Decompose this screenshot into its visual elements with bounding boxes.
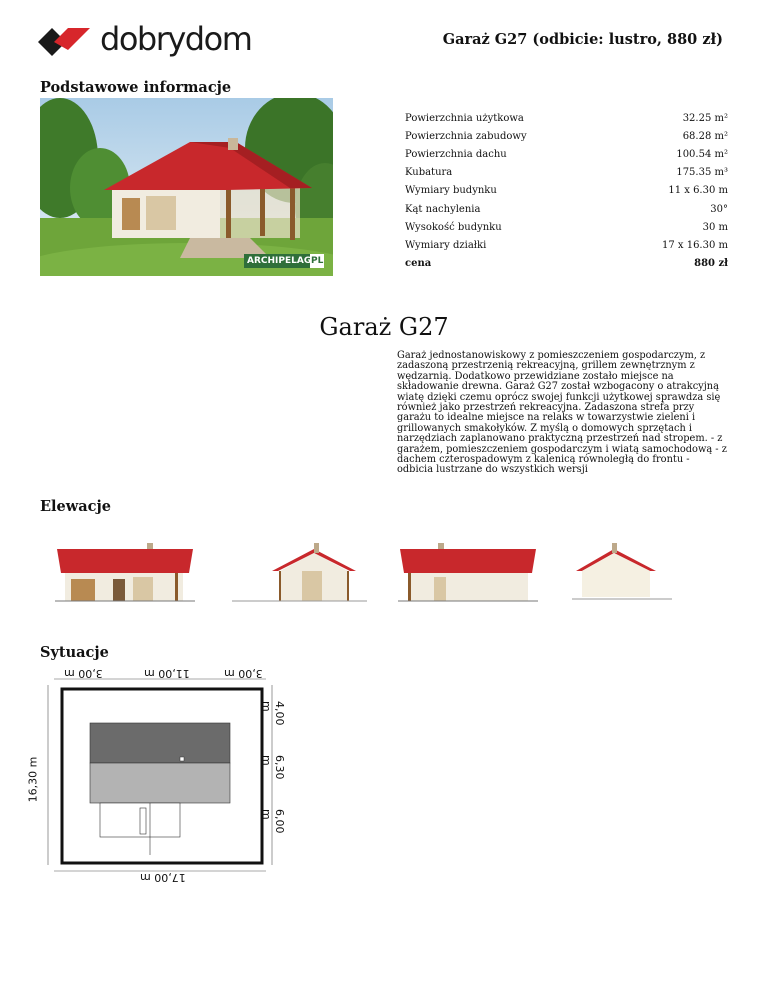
info-label: Wymiary działki <box>405 239 487 251</box>
price-row <box>405 255 728 273</box>
house-photo <box>40 98 333 276</box>
info-row <box>405 218 728 236</box>
logo-mark-icon <box>38 24 96 60</box>
photo-watermark: ARCHIPELAG <box>247 256 312 266</box>
site-dim-right-middle: 6,30 m <box>260 755 286 780</box>
info-label: Wymiary budynku <box>405 185 497 197</box>
price-value: 880 zł <box>694 258 728 270</box>
site-dim-right-bottom: 6,00 m <box>260 809 286 834</box>
info-value: 30 m <box>702 221 728 233</box>
info-value: 100.54 m² <box>676 148 728 160</box>
site-dim-top-middle: 11,00 m <box>144 667 190 680</box>
price-label: cena <box>405 258 432 270</box>
info-label: Powierzchnia użytkowa <box>405 112 524 124</box>
elevation-side-left <box>232 535 367 605</box>
info-row <box>405 127 728 145</box>
document-title: Garaż G27 (odbicie: lustro, 880 zł) <box>442 31 723 48</box>
info-label: Powierzchnia dachu <box>405 148 507 160</box>
logo-text: dobrydom <box>100 20 252 58</box>
elevation-front <box>55 535 195 605</box>
house-name: Garaż G27 <box>319 313 449 341</box>
info-row <box>405 109 728 127</box>
info-row <box>405 145 728 163</box>
section-heading-situations: Sytuacje <box>40 644 109 661</box>
info-row <box>405 182 728 200</box>
info-row <box>405 164 728 182</box>
site-dim-right-top: 4,00 m <box>260 701 286 726</box>
section-heading-basic-info: Podstawowe informacje <box>40 79 232 96</box>
info-label: Powierzchnia zabudowy <box>405 130 527 142</box>
section-heading-elevations: Elewacje <box>40 498 111 515</box>
site-dim-left: 16,30 m <box>26 756 40 803</box>
info-value: 17 x 16.30 m <box>661 239 728 251</box>
info-label: Wysokość budynku <box>405 221 502 233</box>
info-row <box>405 200 728 218</box>
info-row <box>405 236 728 254</box>
info-value: 30° <box>710 203 728 215</box>
info-label: Kubatura <box>405 167 453 179</box>
info-table <box>405 109 728 273</box>
site-dim-top-right: 3,00 m <box>224 667 263 680</box>
photo-watermark-suffix: PL <box>311 256 324 266</box>
info-value: 68.28 m² <box>682 130 728 142</box>
site-dim-top-left: 3,00 m <box>64 667 103 680</box>
site-dim-bottom: 17,00 m <box>140 871 186 884</box>
info-value: 32.25 m² <box>682 112 728 124</box>
info-value: 11 x 6.30 m <box>668 185 728 197</box>
info-value: 175.35 m³ <box>676 167 728 179</box>
logo[interactable] <box>38 20 252 60</box>
description: Garaż jednostanowiskowy z pomieszczeniem gospodarczym, z zadaszoną przestrzenią rekreacyjną, grillem zewnętrznym z wędzarnią. Dodatkowo przewidziane zostało miejsce na składowanie drewna. Garaż G27 został wzbogacony o atrakcyjną wiatę dzięki czemu oprócz swojej funkcji użytkowej sprawdza się również jako przestrzeń rekreacyjna. Zadaszona strefa przy garażu to idealne miejsce na relaks w towarzystwie zieleni i grillowanych smakołyków. Z myślą o domowych sprzętach i narzędziach zaplanowano praktyczną przestrzeń nad stropem. - z garażem, pomieszczeniem gospodarczym i wiatą samochodową - z dachem czterospadowym z kalenicą równoległą do frontu - odbicia lustrzane do wszystkich wersji <box>397 350 727 476</box>
site-plan <box>26 665 292 895</box>
elevation-rear <box>398 535 538 605</box>
elevation-side-right <box>572 535 672 605</box>
info-label: Kąt nachylenia <box>405 203 481 215</box>
